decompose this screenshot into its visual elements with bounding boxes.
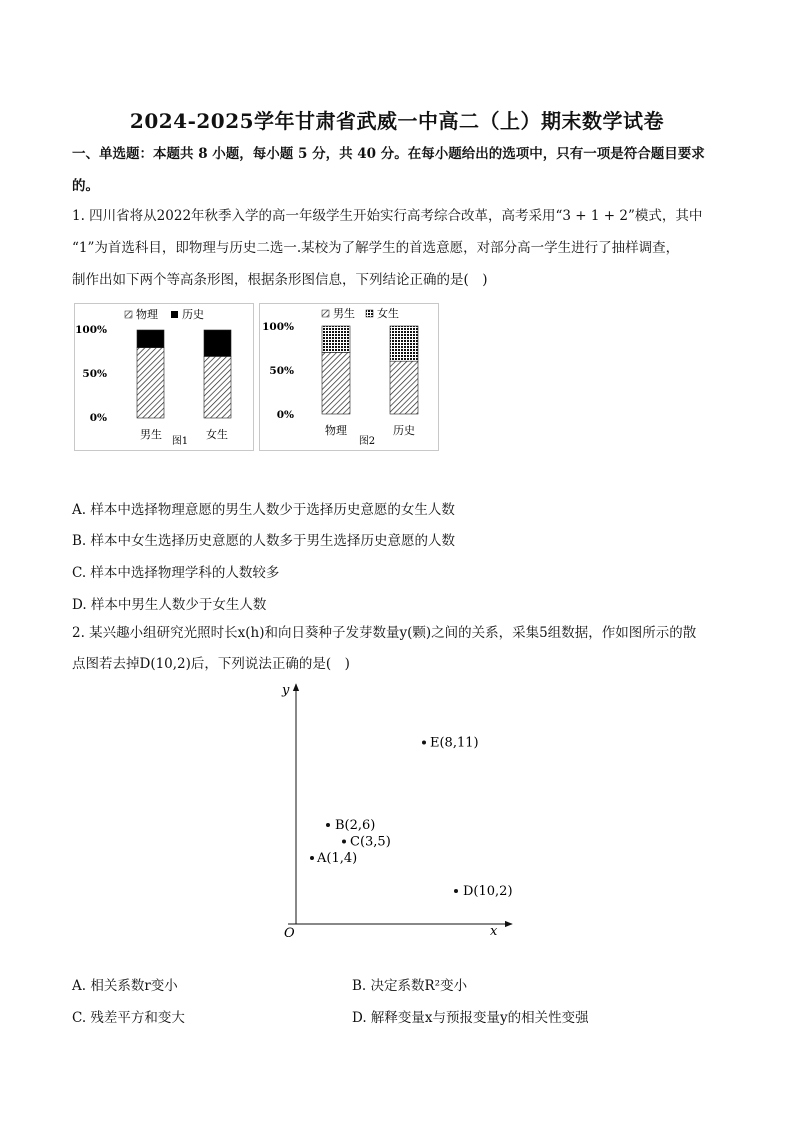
x-label-boys: 男生 <box>140 428 162 441</box>
x-label-history: 历史 <box>393 424 415 437</box>
scatter-point <box>454 889 458 893</box>
legend-swatch-girls <box>366 310 373 317</box>
figure-1-caption: 图1 <box>171 436 189 447</box>
origin-label: O <box>284 926 295 941</box>
q2-option-a: A. 相关系数r变小 <box>72 978 178 994</box>
figure-1 <box>74 303 254 451</box>
legend-label-history: 历史 <box>182 308 204 321</box>
y-tick-100: 100% <box>75 324 107 336</box>
legend-swatch-history <box>171 311 178 318</box>
y-tick-100: 100% <box>262 321 294 333</box>
x-label-girls: 女生 <box>206 428 228 441</box>
bar-segment-upper-1 <box>322 326 350 352</box>
bar-segment-upper-2 <box>204 330 231 356</box>
legend-swatch-boys <box>322 310 329 317</box>
scatter-point-label: D(10,2) <box>463 884 513 899</box>
scatter-point <box>342 840 346 844</box>
q2-option-c: C. 残差平方和变大 <box>72 1010 185 1026</box>
bar-segment-upper-2 <box>390 326 418 361</box>
q1-text-line2: “1”为首选科目，即物理与历史二选一.某校为了解学生的首选意愿，对部分高一学生进行了抽样调查， <box>72 240 680 256</box>
q1-option-a: A. 样本中选择物理意愿的男生人数少于选择历史意愿的女生人数 <box>72 502 455 518</box>
q2-text-line2: 点图若去掉D(10,2)后，下列说法正确的是( ) <box>72 656 350 672</box>
scatter-point-label: B(2,6) <box>335 818 376 833</box>
legend-label-physics: 物理 <box>136 308 158 321</box>
scatter-point <box>310 856 314 860</box>
x-label-physics: 物理 <box>325 424 347 437</box>
y-tick-0: 0% <box>89 412 107 424</box>
scatter-plot <box>270 678 530 943</box>
scatter-point <box>326 823 330 827</box>
legend-label-girls: 女生 <box>377 307 399 320</box>
section-header-line1: 一、单选题：本题共 8 小题，每小题 5 分，共 40 分。在每小题给出的选项中，只有一项是符合题目要求 <box>72 146 705 162</box>
bar-segment-lower-1 <box>322 352 350 414</box>
legend-label-boys: 男生 <box>333 307 355 320</box>
q1-option-c: C. 样本中选择物理学科的人数较多 <box>72 565 280 581</box>
q1-option-b: B. 样本中女生选择历史意愿的人数多于男生选择历史意愿的人数 <box>72 533 456 549</box>
y-axis-label: y <box>282 683 290 698</box>
scatter-point-label: A(1,4) <box>317 851 358 866</box>
q2-option-d: D. 解释变量x与预报变量y的相关性变强 <box>352 1010 589 1026</box>
q1-option-d: D. 样本中男生人数少于女生人数 <box>72 597 267 613</box>
section-header-line2: 的。 <box>72 178 99 194</box>
bar-segment-lower-2 <box>390 361 418 414</box>
scatter-point-label: C(3,5) <box>350 834 391 850</box>
page-title: 2024-2025学年甘肃省武威一中高二（上）期末数学试卷 <box>129 109 665 133</box>
y-tick-0: 0% <box>276 409 294 421</box>
bar-segment-lower-1 <box>137 348 164 418</box>
q2-option-b: B. 决定系数R²变小 <box>352 978 468 994</box>
x-axis-label: x <box>490 924 498 939</box>
q2-text-line1: 2. 某兴趣小组研究光照时长x(h)和向日葵种子发芽数量y(颗)之间的关系，采集5组数据，作如图所示的散 <box>72 625 697 641</box>
y-tick-50: 50% <box>82 368 107 380</box>
legend-swatch-physics <box>125 311 132 318</box>
figure-1-chart <box>75 304 253 450</box>
scatter-point-label: E(8,11) <box>430 735 479 751</box>
figure-2-chart <box>260 304 438 450</box>
figure-2 <box>259 303 439 451</box>
figure-2-caption: 图2 <box>358 436 376 447</box>
bar-segment-upper-1 <box>137 330 164 348</box>
bar-segment-lower-2 <box>204 356 231 418</box>
q1-text-line1: 1. 四川省将从2022年秋季入学的高一年级学生开始实行高考综合改革，高考采用“3 + 1 + 2”模式，其中 <box>72 208 703 224</box>
q1-text-line3: 制作出如下两个等高条形图，根据条形图信息，下列结论正确的是( ) <box>72 272 488 288</box>
scatter-point <box>422 741 426 745</box>
y-tick-50: 50% <box>269 365 294 377</box>
